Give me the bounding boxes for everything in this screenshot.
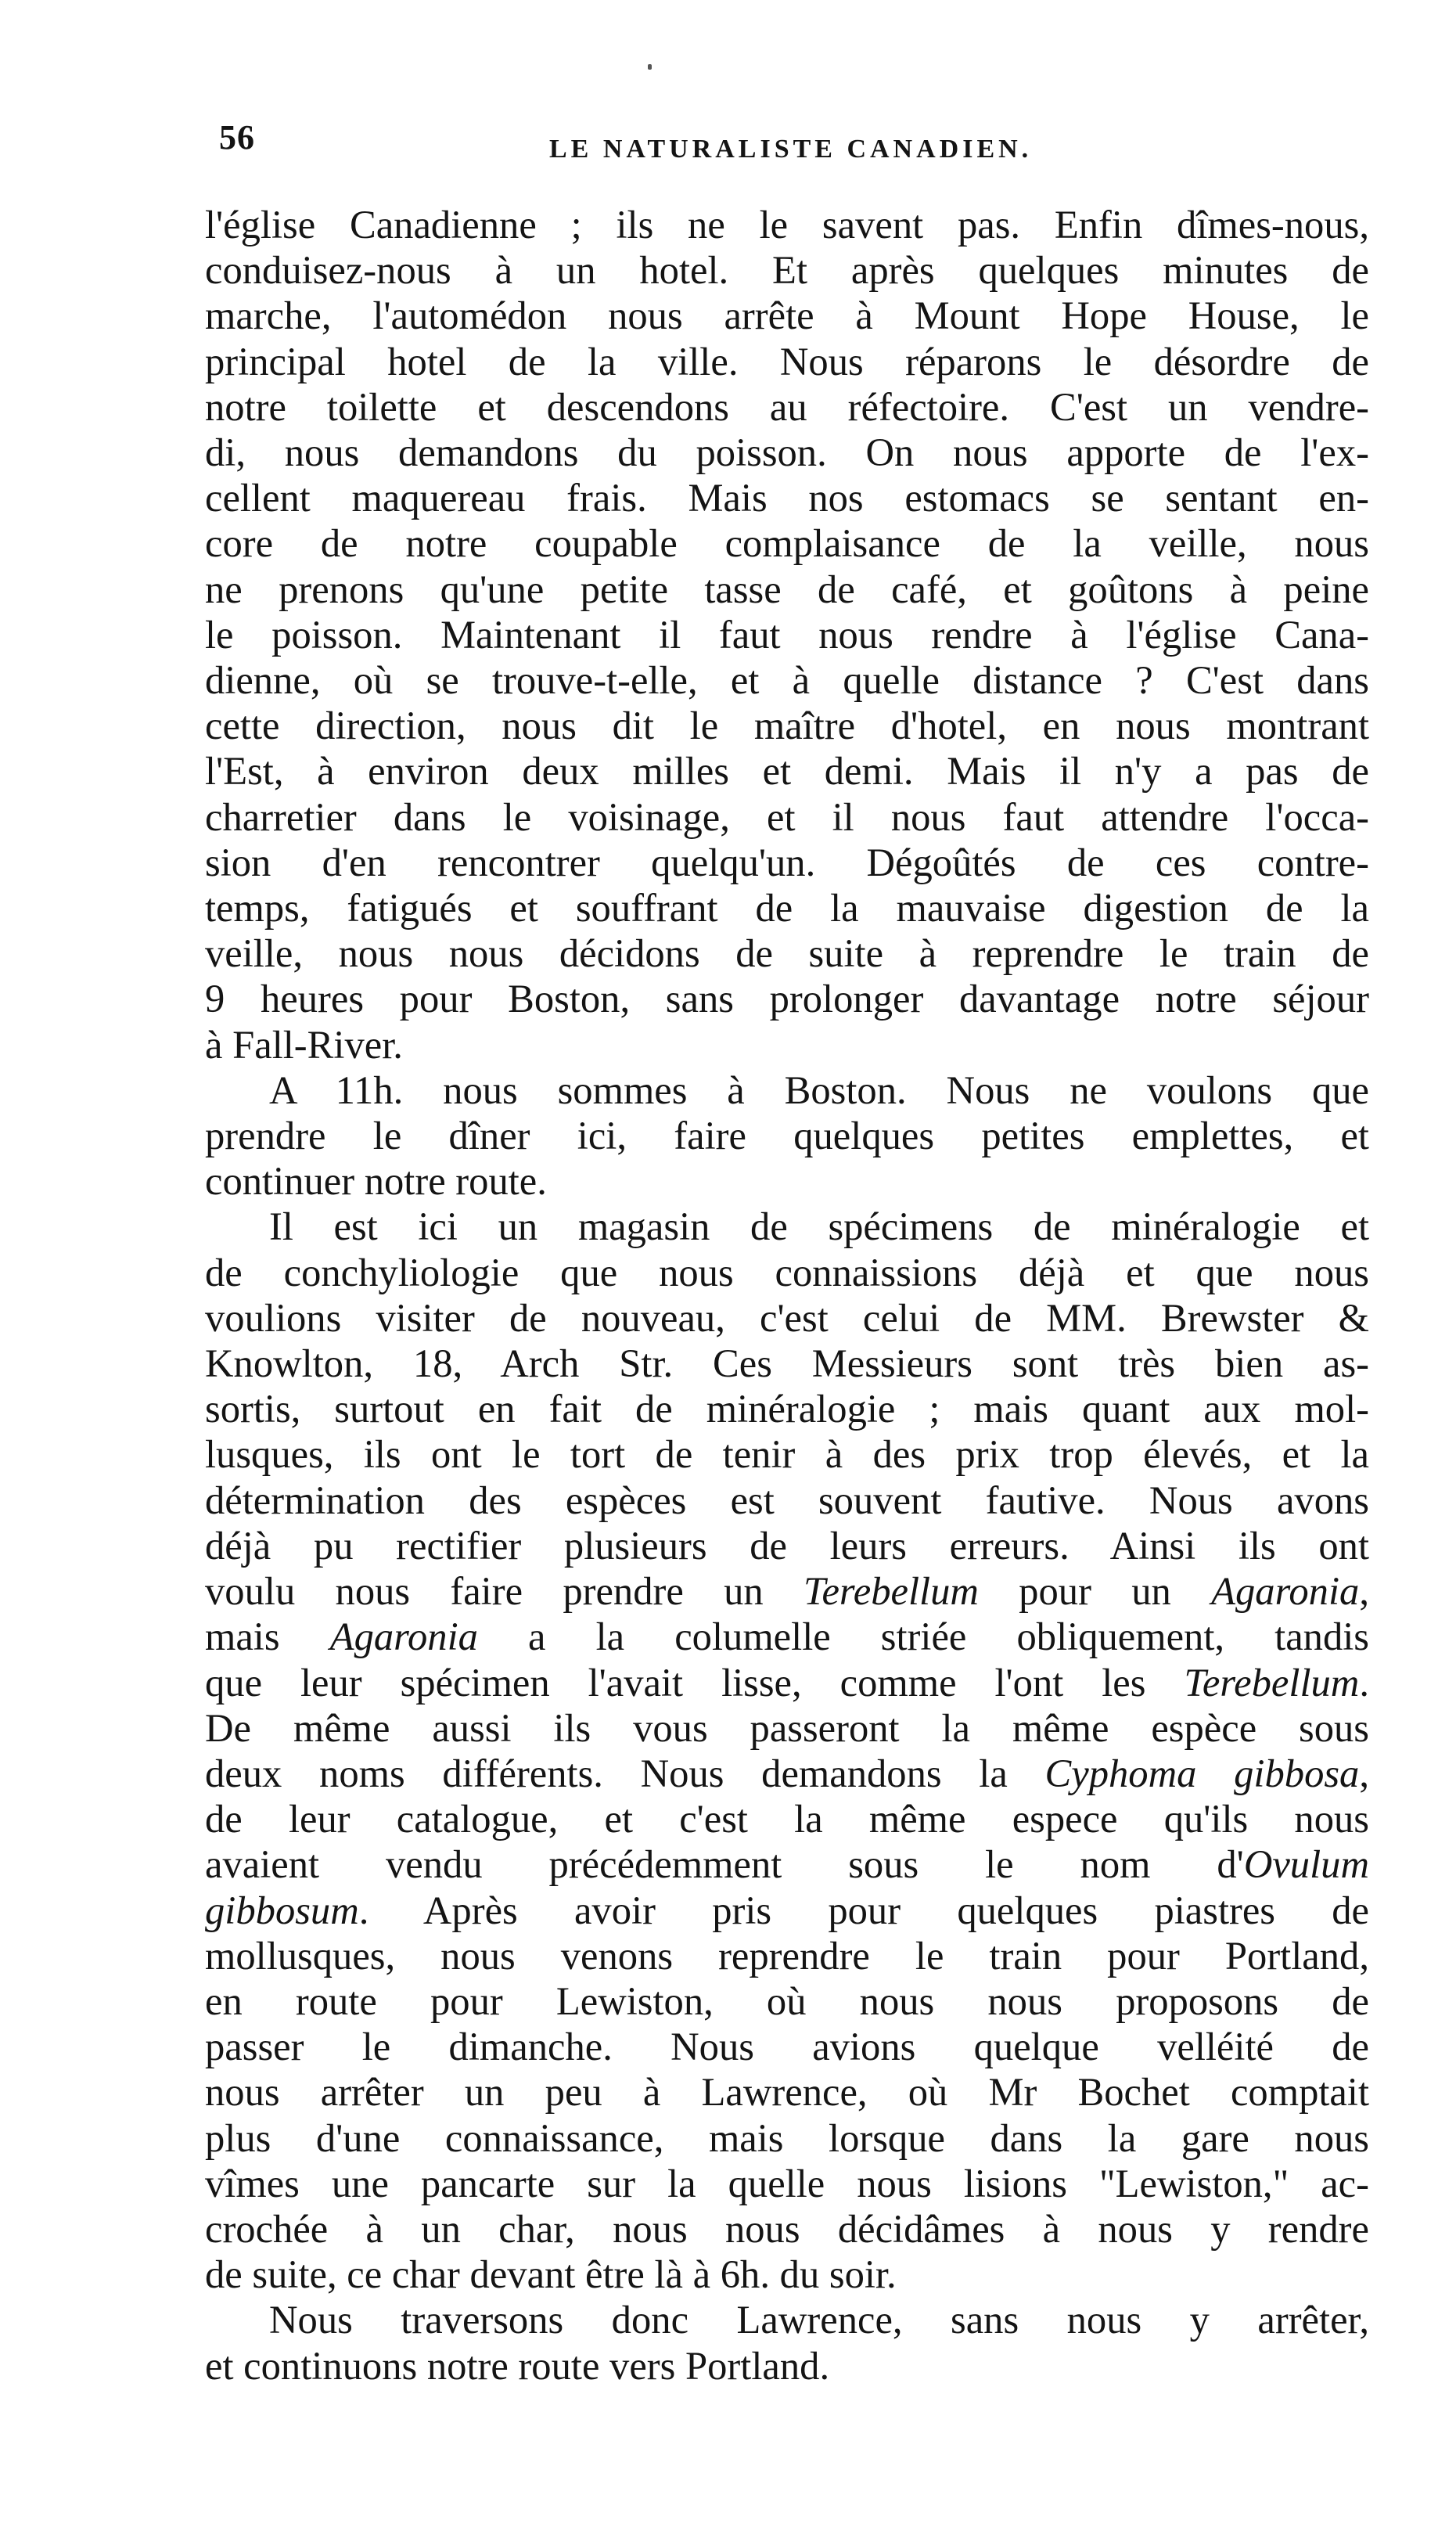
text-line: déjà pu rectifier plusieurs de leurs erreurs. Ainsi ils ont xyxy=(205,1523,1369,1568)
paragraph-4 xyxy=(205,2297,1369,2388)
text-line: continuer notre route. xyxy=(205,1159,547,1204)
text-line: Nous traversons donc Lawrence, sans nous y arrêter, xyxy=(269,2298,1369,2342)
paragraph-3 xyxy=(205,1204,1369,2297)
text-line: charretier dans le voisinage, et il nous faut attendre l'occa- xyxy=(205,794,1369,839)
text-line: de conchyliologie que nous connaissions déjà et que nous xyxy=(205,1250,1369,1294)
text-line: cellent maquereau frais. Mais nos estomacs se sentant en- xyxy=(205,476,1369,520)
text-line: deux noms différents. Nous demandons la Cyphoma gibbosa, xyxy=(205,1751,1370,1795)
text-line: Il est ici un magasin de spécimens de minéralogie et xyxy=(269,1204,1369,1249)
text-line: notre toilette et descendons au réfectoire. C'est un vendre- xyxy=(205,384,1369,429)
text-line: vîmes une pancarte sur la quelle nous lisions "Lewiston," ac- xyxy=(205,2161,1369,2205)
text-line: que leur spécimen l'avait lisse, comme l'ont les Terebellum. xyxy=(205,1660,1369,1705)
text-line: marche, l'automédon nous arrête à Mount Hope House, le xyxy=(205,293,1369,338)
text-line: avaient vendu précédemment sous le nom d'Ovulum xyxy=(205,1842,1369,1887)
paragraph-2 xyxy=(205,1067,1369,1204)
text-line: détermination des espèces est souvent fautive. Nous avons xyxy=(205,1478,1369,1522)
text-line: Knowlton, 18, Arch Str. Ces Messieurs sont très bien as- xyxy=(205,1341,1369,1386)
scientific-name: Terebellum xyxy=(803,1569,979,1614)
text-line: dienne, où se trouve-t-elle, et à quelle distance ? C'est dans xyxy=(205,658,1369,703)
text-line: crochée à un char, nous nous décidâmes à nous y rendre xyxy=(205,2206,1369,2251)
paragraph-1 xyxy=(205,202,1369,1067)
text-line: sortis, surtout en fait de minéralogie ; mais quant aux mol- xyxy=(205,1387,1369,1431)
text-line: voulu nous faire prendre un Terebellum pour un Agaronia, xyxy=(205,1569,1369,1614)
text-line: veille, nous nous décidons de suite à reprendre le train de xyxy=(205,931,1369,976)
scientific-name: Ovulum xyxy=(1243,1842,1369,1887)
text-line: de suite, ce char devant être là à 6h. du soir. xyxy=(205,2252,897,2297)
text-line: cette direction, nous dit le maître d'hotel, en nous montrant xyxy=(205,704,1369,748)
text-line: conduisez-nous à un hotel. Et après quelques minutes de xyxy=(205,248,1369,293)
text-line: temps, fatigués et souffrant de la mauvaise digestion de la xyxy=(205,886,1369,931)
text-line: à Fall-River. xyxy=(205,1022,403,1067)
text-line: lusques, ils ont le tort de tenir à des prix trop élevés, et la xyxy=(205,1432,1369,1477)
scientific-name: Agaronia xyxy=(329,1615,478,1659)
text-line: nous arrêter un peu à Lawrence, où Mr Bochet comptait xyxy=(205,2070,1369,2115)
running-title: LE NATURALISTE CANADIEN. xyxy=(549,135,1033,164)
text-line: De même aussi ils vous passeront la même espèce sous xyxy=(205,1705,1369,1750)
text-line: voulions visiter de nouveau, c'est celui de MM. Brewster & xyxy=(205,1295,1369,1340)
ink-speck xyxy=(648,64,652,70)
text-line: en route pour Lewiston, où nous nous proposons de xyxy=(205,1978,1369,2023)
text-line: plus d'une connaissance, mais lorsque dans la gare nous xyxy=(205,2115,1369,2160)
scientific-name: Cyphoma gibbosa xyxy=(1044,1751,1360,1795)
text-line: passer le dimanche. Nous avions quelque velléité de xyxy=(205,2025,1369,2069)
text-line: l'église Canadienne ; ils ne le savent pas. Enfin dîmes-nous, xyxy=(205,203,1369,247)
text-line: mollusques, nous venons reprendre le train pour Portland, xyxy=(205,1933,1369,1978)
scientific-name: Terebellum xyxy=(1184,1660,1360,1705)
page-number: 56 xyxy=(219,118,255,157)
text-line: l'Est, à environ deux milles et demi. Mais il n'y a pas de xyxy=(205,749,1369,794)
scientific-name: gibbosum xyxy=(205,1888,359,1932)
text-line: ne prenons qu'une petite tasse de café, et goûtons à peine xyxy=(205,567,1369,611)
text-line: principal hotel de la ville. Nous réparons le désordre de xyxy=(205,339,1369,383)
text-line: le poisson. Maintenant il faut nous rendre à l'église Cana- xyxy=(205,612,1369,657)
text-line: et continuons notre route vers Portland. xyxy=(205,2343,830,2388)
text-line: de leur catalogue, et c'est la même espece qu'ils nous xyxy=(205,1797,1369,1841)
text-line: mais Agaronia a la columelle striée obliquement, tandis xyxy=(205,1615,1369,1659)
text-line: A 11h. nous sommes à Boston. Nous ne voulons que xyxy=(269,1067,1369,1112)
text-line: prendre le dîner ici, faire quelques petites emplettes, et xyxy=(205,1114,1369,1158)
scientific-name: Agaronia xyxy=(1211,1569,1360,1614)
text-line: di, nous demandons du poisson. On nous apporte de l'ex- xyxy=(205,430,1369,475)
text-line: gibbosum. Après avoir pris pour quelques piastres de xyxy=(205,1888,1369,1932)
body-text xyxy=(205,202,1369,2389)
text-line: 9 heures pour Boston, sans prolonger davantage notre séjour xyxy=(205,977,1369,1021)
text-line: core de notre coupable complaisance de la veille, nous xyxy=(205,521,1369,566)
page-header xyxy=(213,117,1371,180)
text-line: sion d'en rencontrer quelqu'un. Dégoûtés de ces contre- xyxy=(205,840,1369,884)
